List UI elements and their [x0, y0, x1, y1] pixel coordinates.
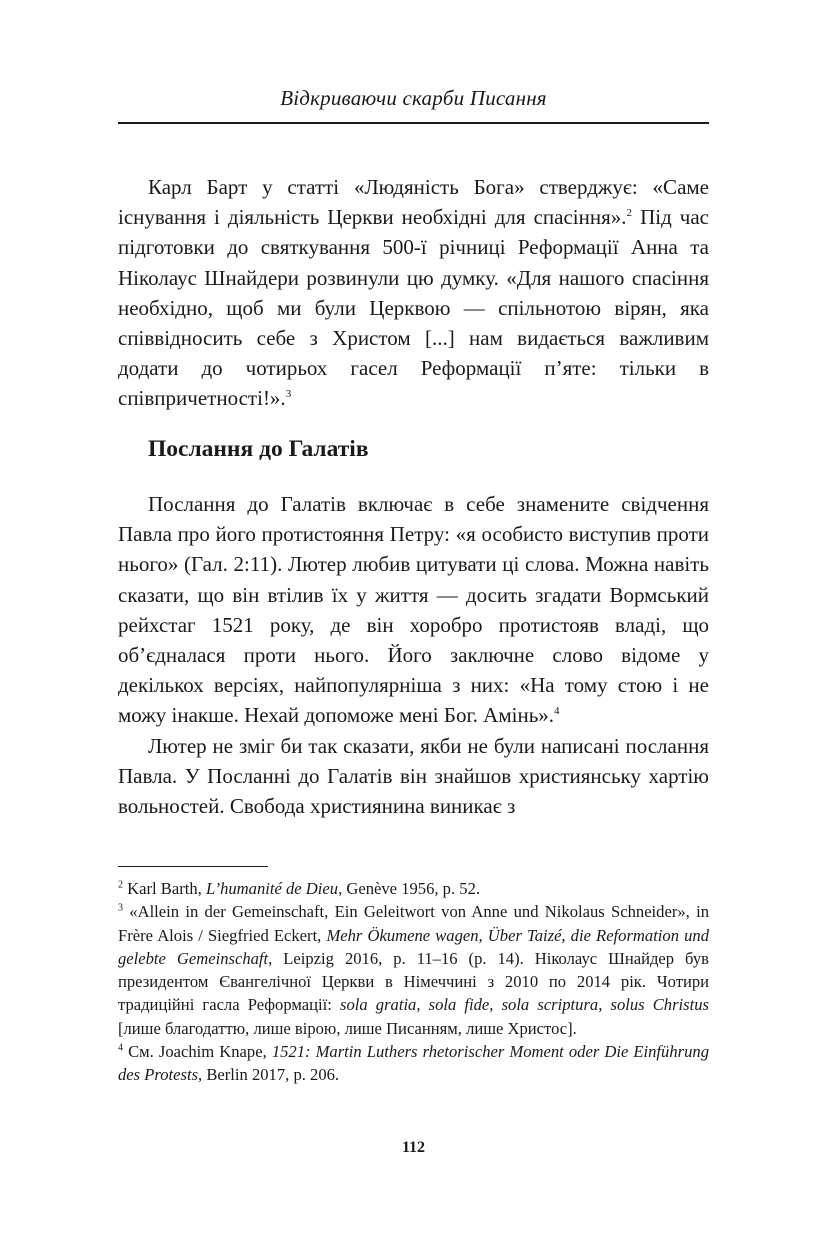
footnote-divider: [118, 866, 268, 867]
footnote-number: 3: [118, 902, 123, 914]
body-paragraph-1: [118, 172, 709, 414]
paragraph-text: Карл Барт у статті «Людяність Бога» стверджує: «Саме існування і діяльність Церкви необхідні для спасіння».: [118, 175, 709, 230]
footnote-text: См. Joachim Knape,: [123, 1042, 272, 1062]
footnote-ref-2[interactable]: 2: [626, 207, 633, 220]
page-number: 112: [401, 1139, 426, 1156]
footnote-text: , Leipzig 2016, p. 11–16 (p. 14). Ніколаус Шнайдер був президентом Євангелічної Церкви в Німеччині з 2010 по 2014 рік. Чотири традиційні гасла Реформації:: [118, 948, 709, 1015]
footnote-number: 2: [118, 879, 123, 891]
galatians-section: [118, 489, 709, 821]
paragraph-text: Послання до Галатів включає в себе знамените свідчення Павла про його протистояння Петру: «я особисто виступив проти нього» (Гал. 2:11). Лютер любив цитувати ці слова. Можна навіть сказати, що він втілив їх у життя — досить згадати Вормський рейхстаг 1521 року, де він хоробро протистояв владі, що об’єдналася проти нього. Його заключне слово відоме у декількох версіях, найпопулярніша з них: «На тому стою і не можу інакше. Нехай допоможе мені Бог. Амінь».: [118, 492, 709, 728]
footnote-title: L’humanité de Dieu: [205, 879, 339, 898]
footnote-title: 1521: Martin Luthers rhetorischer Moment oder Die Einführung des Protests: [118, 1042, 709, 1085]
footnote-3: [118, 900, 709, 1040]
footnote-4: [118, 1040, 709, 1087]
running-header: Відкриваючи скарби Писання: [280, 86, 547, 110]
body-paragraph-2: [118, 489, 709, 731]
footnote-latin: sola gratia, sola fide, sola scriptura, solus Christus: [340, 995, 709, 1015]
footnote-ref-4[interactable]: 4: [554, 705, 560, 718]
footnote-number: 4: [118, 1042, 123, 1054]
footnote-text: [лише благодаттю, лише вірою, лише Писанням, лише Христос].: [118, 1018, 577, 1038]
footnote-text: «Allein in der Gemeinschaft, Ein Geleitwort von Anne und Nikolaus Schneider», in Frère Alois / Siegfried Eckert,: [118, 902, 709, 945]
section-heading: Послання до Галатів: [148, 436, 369, 462]
header-divider: [118, 122, 709, 124]
footnotes: [118, 877, 709, 1087]
footnote-text: , Genève 1956, p. 52.: [338, 879, 481, 898]
body-paragraph-3: Лютер не зміг би так сказати, якби не були написані послання Павла. У Посланні до Галатів він знайшов християнську хартію вольностей. Свобода християнина виникає з: [118, 733, 709, 819]
paragraph-text: Під час підготовки до святкування 500-ї річниці Реформації Анна та Ніколаус Шнайдери розвинули цю думку. «Для нашого спасіння необхідно, щоб ми були Церквою — спільнотою вірян, яка співвідносить себе з Христом [...] нам видається важливим додати до чотирьох гасел Реформації п’яте: тільки в співпричетності!».: [118, 205, 709, 411]
footnote-text: , Berlin 2017, p. 206.: [198, 1065, 340, 1085]
footnote-2: [118, 877, 709, 900]
footnote-title: Mehr Ökumene wagen, Über Taizé, die Reformation und gelebte Gemeinschaft: [118, 925, 710, 968]
footnote-text: Karl Barth,: [123, 879, 206, 898]
footnote-ref-3[interactable]: 3: [285, 388, 292, 401]
